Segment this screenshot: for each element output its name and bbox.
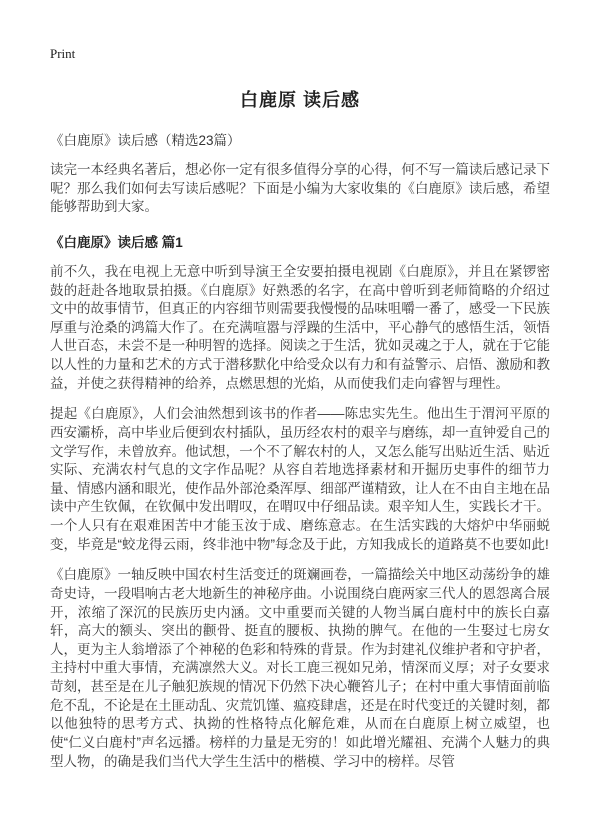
article-subtitle: 《白鹿原》读后感（精选23篇）	[50, 133, 241, 148]
body-paragraph: 《白鹿原》一轴反映中国农村生活变迁的斑斓画卷，一篇描绘关中地区动荡纷争的雄奇史诗，一段唱响古老大地新生的神秘序曲。小说围绕白鹿两家三代人的恩怨离合展开，浓缩了深沉的民族历史内涵。文中重要而关键的人物当属白鹿村中的族长白嘉轩，高大的额头、突出的颧骨、挺直的腰板、执拗的脾气。在他的一生娶过七房女人，更为主人翁增添了个神秘的色彩和特殊的背景。作为封建礼仪维护者和守护者，主持村中重大事情，充满凛然大义。对长工鹿三视如兄弟，情深而义厚；对子女要求苛刻，甚至是在儿子触犯族规的情况下仍然下决心鞭笞儿子；在村中重大事情面前临危不乱，不论是在土匪动乱、灾荒饥馑、瘟疫肆虐，还是在时代变迁的关键时刻，都以他独特的思考方式、执拗的性格特点化解危难，从而在白鹿原上树立威望，也使“仁义白鹿村”声名远播。榜样的力量是无穷的！如此增光耀祖、充满个人魅力的典型人物，的确是我们当代大学生生活中的楷模、学习中的榜样。尽管	[50, 567, 550, 769]
article-title: 白鹿原 读后感	[239, 90, 360, 110]
body-paragraph: 提起《白鹿原》，人们会油然想到该书的作者——陈忠实先生。他出生于渭河平原的西安灞桥，高中毕业后便到农村插队，虽历经农村的艰辛与磨练，却一直钟爱自己的文学写作，未曾放弃。他试想，一个不了解农村的人，又怎么能写出贴近生活、贴近实际、充满农村气息的文字作品呢？从容自若地选择素材和开掘历史事件的细节力量、情感内涵和眼光，使作品外部沧桑浑厚、细部严谨精致，让人在不由自主地在品读中产生钦佩，在钦佩中发出喟叹，在喟叹中仔细品读。艰辛知人生，实践长才干。一个人只有在艰难困苦中才能玉汝于成、磨练意志。在生活实践的大熔炉中华丽蜕变，毕竟是“蛟龙得云雨，终非池中物”每念及于此，方知我成长的道路莫不也要如此!	[50, 406, 550, 552]
body-paragraph: 前不久，我在电视上无意中听到导演王全安要拍摄电视剧《白鹿原》，并且在紧锣密鼓的赶赴各地取景拍摄。《白鹿原》好熟悉的名字，在高中曾听到老师简略的介绍过文中的故事情节，但真正的内容细节则需要我慢慢的品味咀嚼一番了，感受一下民族厚重与沧桑的鸿篇大作了。在充满喧嚣与浮躁的生活中，平心静气的感悟生活，领悟人世百态，未尝不是一种明智的选择。阅读之于生活，犹如灵魂之于人，就在于它能以人性的力量和艺术的方式于潜移默化中给受众以有力和有益警示、启悟、激励和教益，并使之获得精神的给养，点燃思想的光焰，从而使我们走向睿智与理性。	[50, 263, 550, 391]
section-1-heading: 《白鹿原》读后感 篇1	[50, 234, 183, 250]
print-link[interactable]: Print	[50, 46, 76, 61]
intro-paragraph: 读完一本经典名著后，想必你一定有很多值得分享的心得，何不写一篇读后感记录下呢？那么我们如何去写读后感呢？下面是小编为大家收集的《白鹿原》读后感，希望能够帮助到大家。	[50, 162, 550, 215]
